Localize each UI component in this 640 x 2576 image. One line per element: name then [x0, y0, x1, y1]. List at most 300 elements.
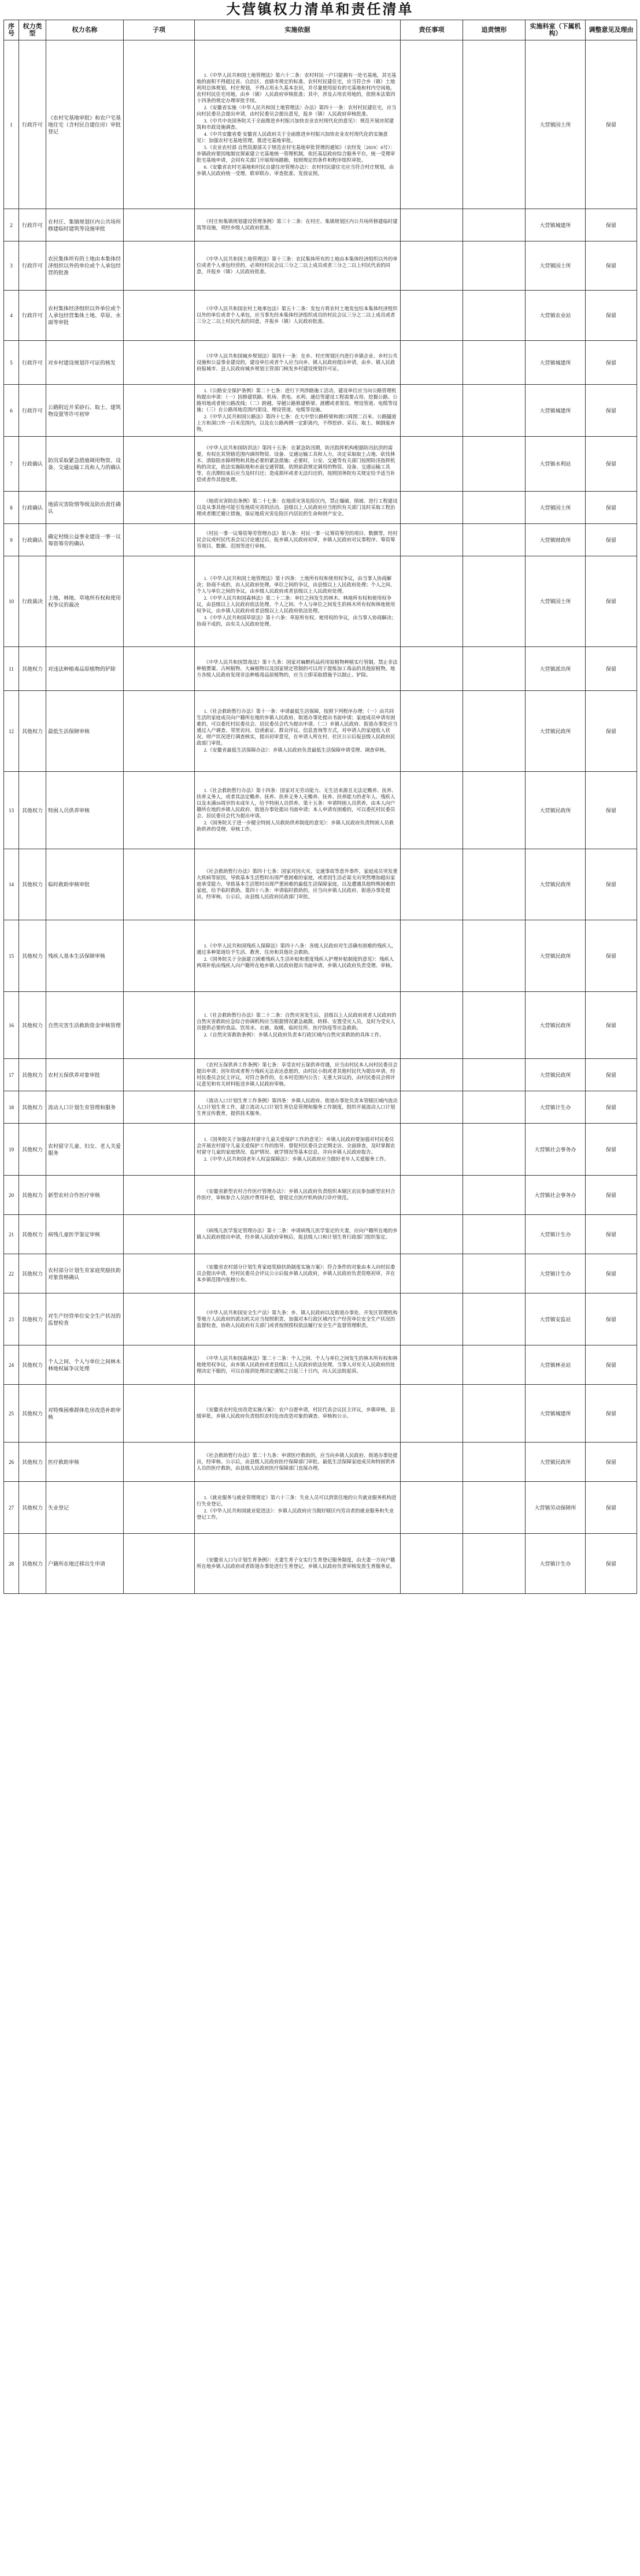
basis-paragraph: 2.《安徽省实施〈中华人民共和国土地管理法〉办法》第四十一条：农村村民建住宅，应当向村民委员会提出申请，由村民委员会提出意见，报乡（镇）人民政府审核批准。	[197, 105, 397, 117]
power-type-cell: 其他权力	[19, 1176, 46, 1215]
header-name: 权力名称	[46, 20, 124, 40]
power-type-cell: 其他权力	[19, 1059, 46, 1091]
row-number: 2	[4, 209, 19, 241]
basis-paragraph: 2.《中华人民共和国公路法》第四十七条：在大中型公路桥梁和渡口周围二百米、公路隧道上方和洞口外一百米范围内，以及在公路两侧一定距离内，不得挖砂、采石、取土、倾倒废弃物。	[197, 414, 397, 432]
basis-paragraph: 1.《中华人民共和国土地管理法》第十四条：土地所有权和使用权争议，由当事人协商解决；协商不成的，由人民政府处理。单位之间的争议，由县级以上人民政府处理；个人之间、个人与单位之间的争议，由乡级人民政府或者县级以上人民政府处理。	[197, 575, 395, 594]
row-number: 19	[4, 1124, 19, 1176]
department-cell: 大营镇财政所	[526, 524, 586, 556]
basis-cell	[195, 1443, 401, 1482]
accountability-cell	[463, 291, 526, 341]
adjustment-cell: 保留	[586, 1124, 637, 1176]
table-row	[4, 437, 637, 492]
sub-item-cell	[124, 1176, 195, 1215]
sub-item-cell	[124, 241, 195, 291]
power-name-cell: 农村留守儿童、妇女、老人关爱服务	[46, 1124, 124, 1176]
table-row	[4, 772, 637, 849]
power-name-cell: 农村部分计划生育家庭奖励扶助对象资格确认	[46, 1254, 124, 1293]
table-row	[4, 492, 637, 524]
row-number: 12	[4, 691, 19, 772]
responsibility-cell	[401, 1059, 463, 1091]
header-adj: 调整意见及理由	[586, 20, 637, 40]
accountability-cell	[463, 40, 526, 209]
accountability-cell	[463, 1385, 526, 1443]
adjustment-cell: 保留	[586, 1176, 637, 1215]
basis-cell	[195, 1215, 401, 1254]
row-number: 8	[4, 492, 19, 524]
accountability-cell	[463, 920, 526, 992]
adjustment-cell: 保留	[586, 1215, 637, 1254]
power-name-cell: 对乡村建设规划许可证的核发	[46, 341, 124, 385]
basis-cell	[195, 209, 401, 241]
department-cell: 大营镇民政所	[526, 1059, 586, 1091]
sub-item-cell	[124, 1215, 195, 1254]
power-name-cell: 地质灾害险情等级及防治责任确认	[46, 492, 124, 524]
power-name-cell: 农村集体经济组织以外单位或个人承包经营集体土地、草原、水面等审批	[46, 291, 124, 341]
sub-item-cell	[124, 1385, 195, 1443]
header-type: 权力类型	[19, 20, 46, 40]
adjustment-cell: 保留	[586, 1385, 637, 1443]
department-cell: 大营镇民政所	[526, 849, 586, 920]
basis-cell	[195, 1176, 401, 1215]
responsibility-cell	[401, 1443, 463, 1482]
accountability-cell	[463, 1176, 526, 1215]
basis-paragraph: 《安徽省农村危房改造实施方案》：农户自愿申请，村民代表会议民主评议，乡镇审核，县级审批。乡镇人民政府负责组织农村危房改造对象的调查、审核和公示。	[197, 1407, 395, 1419]
table-row	[4, 1254, 637, 1293]
department-cell: 大营镇城建所	[526, 385, 586, 437]
basis-paragraph: 《地质灾害防治条例》第二十七条：在地质灾害危险区内，禁止爆破、削坡、进行工程建设以及从事其他可能引发地质灾害的活动。县级以上人民政府应当组织有关部门及时采取工程治理或者搬迁避让措施，保证地质灾害危险区内居民的生命和财产安全。	[197, 498, 398, 516]
accountability-cell	[463, 437, 526, 492]
adjustment-cell: 保留	[586, 524, 637, 556]
power-type-cell: 其他权力	[19, 1345, 46, 1385]
power-name-cell: 对违法种植毒品原植物的铲除	[46, 647, 124, 691]
basis-cell	[195, 849, 401, 920]
responsibility-cell	[401, 1534, 463, 1594]
basis-paragraph: 《中华人民共和国防洪法》第四十五条：在紧急防汛期，防汛指挥机构根据防汛抗洪的需要，有权在其管辖范围内调用物资、设备、交通运输工具和人力，决定采取取土占地、砍伐林木、清除阻水障碍物和其他必要的紧急措施；必要时，公安、交通等有关部门按照防汛指挥机构的决定，依法实施陆地和水面交通管制。依照前款规定调用的物资、设备、交通运输工具等，在汛期结束后应当及时归还；造成损坏或者无法归还的，按照国务院有关规定给予适当补偿或者作其他处理。	[197, 445, 395, 482]
basis-paragraph: 《中华人民共和国禁毒法》第十九条：国家对麻醉药品药用原植物种植实行管制。禁止非法种植罂粟、古柯植物、大麻植物以及国家规定管制的可以用于提炼加工毒品的其他原植物。地方各级人民政府发现非法种植毒品原植物的，应当立即采取措施予以制止、铲除。	[197, 659, 398, 678]
responsibility-cell	[401, 772, 463, 849]
accountability-cell	[463, 1534, 526, 1594]
power-type-cell: 其他权力	[19, 1385, 46, 1443]
row-number: 23	[4, 1293, 19, 1345]
accountability-cell	[463, 1091, 526, 1124]
basis-cell	[195, 1254, 401, 1293]
power-type-cell: 行政许可	[19, 385, 46, 437]
power-type-cell: 其他权力	[19, 920, 46, 992]
power-name-cell: 公路附近开采砂石、取土、建筑物设置等许可初审	[46, 385, 124, 437]
basis-paragraph: 《中华人民共和国农村土地承包法》第五十二条：发包方将农村土地发包给本集体经济组织以外的单位或者个人承包，应当事先经本集体经济组织成员的村民会议三分之二以上成员或者三分之二以上村民代表的同意，并报乡（镇）人民政府批准。	[197, 306, 398, 324]
power-list-table	[3, 20, 637, 1594]
department-cell: 大营镇水利站	[526, 437, 586, 492]
adjustment-cell: 保留	[586, 647, 637, 691]
basis-cell	[195, 1345, 401, 1385]
department-cell: 大营镇民政所	[526, 992, 586, 1059]
table-row	[4, 1345, 637, 1385]
sub-item-cell	[124, 1534, 195, 1594]
table-row	[4, 1443, 637, 1482]
sub-item-cell	[124, 437, 195, 492]
sub-item-cell	[124, 920, 195, 992]
table-row	[4, 1482, 637, 1534]
table-row	[4, 1176, 637, 1215]
power-type-cell: 其他权力	[19, 1534, 46, 1594]
row-number: 24	[4, 1345, 19, 1385]
sub-item-cell	[124, 1091, 195, 1124]
table-row	[4, 1385, 637, 1443]
table-row	[4, 1215, 637, 1254]
basis-paragraph: 2.《自然灾害救助条例》：乡镇人民政府负责本行政区域内自然灾害救助的具体工作。	[204, 1032, 384, 1038]
responsibility-cell	[401, 1176, 463, 1215]
accountability-cell	[463, 1254, 526, 1293]
responsibility-cell	[401, 492, 463, 524]
power-name-cell: 确定村级公益事业建设一事一议筹资筹劳的确认	[46, 524, 124, 556]
power-type-cell: 行政许可	[19, 209, 46, 241]
accountability-cell	[463, 772, 526, 849]
header-resp: 责任事项	[401, 20, 463, 40]
department-cell: 大营镇城建所	[526, 1385, 586, 1443]
table-row	[4, 1534, 637, 1594]
accountability-cell	[463, 691, 526, 772]
basis-cell	[195, 1482, 401, 1534]
sub-item-cell	[124, 1124, 195, 1176]
basis-cell	[195, 1059, 401, 1091]
power-type-cell: 其他权力	[19, 1215, 46, 1254]
basis-paragraph: 2.《国务院关于全面建立困难残疾人生活补贴和重度残疾人护理补贴制度的意见》：残疾人两项补贴由残疾人向户籍所在地乡镇人民政府提出书面申请，乡镇人民政府负责受理、审核。	[197, 956, 395, 968]
responsibility-cell	[401, 1091, 463, 1124]
sub-item-cell	[124, 556, 195, 647]
responsibility-cell	[401, 385, 463, 437]
row-number: 1	[4, 40, 19, 209]
power-name-cell: 土地、林地、草地所有权和使用权争议的裁决	[46, 556, 124, 647]
responsibility-cell	[401, 1254, 463, 1293]
accountability-cell	[463, 556, 526, 647]
row-number: 26	[4, 1443, 19, 1482]
sub-item-cell	[124, 849, 195, 920]
power-type-cell: 行政许可	[19, 291, 46, 341]
adjustment-cell: 保留	[586, 1254, 637, 1293]
basis-cell	[195, 241, 401, 291]
row-number: 25	[4, 1385, 19, 1443]
accountability-cell	[463, 849, 526, 920]
basis-cell	[195, 1534, 401, 1594]
basis-cell	[195, 647, 401, 691]
basis-cell	[195, 772, 401, 849]
basis-paragraph: 《村民一事一议筹资筹劳管理办法》第八条：村民一事一议筹资筹劳的项目、数额等，经村民会议或村民代表会议讨论通过后，报乡镇人民政府初审，乡镇人民政府对议事程序、筹资筹劳项目、数额、范围等进行审核。	[197, 530, 398, 549]
responsibility-cell	[401, 1124, 463, 1176]
basis-paragraph: 1.《社会救助暂行办法》第十一条：申请最低生活保障，按照下列程序办理：（一）由共同生活的家庭成员向户籍所在地的乡镇人民政府、街道办事处提出书面申请；家庭成员申请有困难的，可以委托村民委员会、居民委员会代为提出申请。（二）乡镇人民政府、街道办事处应当通过入户调查、邻里访问、信函索证、群众评议、信息查询等方式，对申请人的家庭收入状况、财产状况进行调查核实，提出初审意见，在申请人所在村、社区公示后报县级人民政府民政部门审批。	[197, 709, 398, 746]
row-number: 20	[4, 1176, 19, 1215]
row-number: 17	[4, 1059, 19, 1091]
accountability-cell	[463, 1215, 526, 1254]
power-type-cell: 其他权力	[19, 772, 46, 849]
basis-cell	[195, 1091, 401, 1124]
basis-cell	[195, 992, 401, 1059]
responsibility-cell	[401, 647, 463, 691]
basis-cell	[195, 40, 401, 209]
sub-item-cell	[124, 647, 195, 691]
power-type-cell: 行政许可	[19, 341, 46, 385]
power-name-cell: 临时救助审核审批	[46, 849, 124, 920]
basis-cell	[195, 385, 401, 437]
responsibility-cell	[401, 1293, 463, 1345]
adjustment-cell: 保留	[586, 992, 637, 1059]
power-type-cell: 其他权力	[19, 1293, 46, 1345]
sub-item-cell	[124, 691, 195, 772]
table-body	[4, 40, 637, 1594]
basis-paragraph: 《安徽省人口与计划生育条例》：夫妻生育子女实行生育登记服务制度，由夫妻一方向户籍所在地乡镇人民政府或者街道办事处进行生育登记，乡镇人民政府负责审核发放生育服务证。	[197, 1558, 395, 1569]
row-number: 9	[4, 524, 19, 556]
accountability-cell	[463, 492, 526, 524]
basis-paragraph: 《安徽省农村部分计划生育家庭奖励扶助制度实施方案》：符合条件的对象由本人向村民委员会提出申请，经村民委员会评议公示后报乡镇人民政府，乡镇人民政府负责资格初审，并在本乡镇范围内张榜公布。	[197, 1264, 395, 1283]
basis-cell	[195, 556, 401, 647]
header-no: 序号	[4, 20, 19, 40]
table-row	[4, 556, 637, 647]
department-cell: 大营镇民政所	[526, 691, 586, 772]
basis-cell	[195, 691, 401, 772]
table-row	[4, 385, 637, 437]
responsibility-cell	[401, 437, 463, 492]
power-name-cell: 特困人员供养审核	[46, 772, 124, 849]
adjustment-cell: 保留	[586, 1534, 637, 1594]
table-row	[4, 1059, 637, 1091]
sub-item-cell	[124, 341, 195, 385]
accountability-cell	[463, 647, 526, 691]
table-row	[4, 691, 637, 772]
table-row	[4, 209, 637, 241]
department-cell: 大营镇派出所	[526, 647, 586, 691]
power-name-cell: 残疾人基本生活保障审核	[46, 920, 124, 992]
power-name-cell: 对生产经营单位安全生产状况的监督检查	[46, 1293, 124, 1345]
basis-cell	[195, 1385, 401, 1443]
basis-cell	[195, 437, 401, 492]
department-cell: 大营镇社会事务办	[526, 1124, 586, 1176]
basis-cell	[195, 524, 401, 556]
basis-paragraph: 1.《社会救助暂行办法》第十四条：国家对无劳动能力、无生活来源且无法定赡养、抚养、扶养义务人，或者其法定赡养、抚养、扶养义务人无赡养、抚养、扶养能力的老年人、残疾人以及未满16周岁的未成年人，给予特困人员供养。第十五条：申请特困人员供养，由本人向户籍所在地的乡镇人民政府、街道办事处提出书面申请；本人申请有困难的，可以委托村民委员会、居民委员会代为提出申请。	[197, 788, 397, 819]
adjustment-cell: 保留	[586, 437, 637, 492]
power-type-cell: 其他权力	[19, 1254, 46, 1293]
responsibility-cell	[401, 992, 463, 1059]
power-type-cell: 行政确认	[19, 437, 46, 492]
row-number: 14	[4, 849, 19, 920]
basis-paragraph: 《安徽省新型农村合作医疗管理办法》：乡镇人民政府负责组织本辖区农民参加新型农村合作医疗，审核参合人员医疗费用补偿，督促定点医疗机构执行诊疗规范。	[197, 1189, 395, 1200]
basis-cell	[195, 920, 401, 992]
row-number: 27	[4, 1482, 19, 1534]
table-row	[4, 341, 637, 385]
row-number: 15	[4, 920, 19, 992]
power-name-cell: 户籍所在地迁移出生申请	[46, 1534, 124, 1594]
power-type-cell: 其他权力	[19, 647, 46, 691]
adjustment-cell: 保留	[586, 1091, 637, 1124]
department-cell: 大营镇计生办	[526, 1534, 586, 1594]
row-number: 22	[4, 1254, 19, 1293]
power-name-cell: 个人之间、个人与单位之间林木林地权属争议处理	[46, 1345, 124, 1385]
row-number: 6	[4, 385, 19, 437]
basis-paragraph: 2.《中华人民共和国就业促进法》：乡镇人民政府应当做好辖区内劳动者的就业服务和失业登记工作。	[197, 1508, 394, 1520]
power-type-cell: 其他权力	[19, 992, 46, 1059]
department-cell: 大营镇民政所	[526, 920, 586, 992]
power-name-cell: 医疗救助审核	[46, 1443, 124, 1482]
basis-cell	[195, 341, 401, 385]
department-cell: 大营镇劳动保障所	[526, 1482, 586, 1534]
department-cell: 大营镇城建所	[526, 209, 586, 241]
basis-paragraph: 《农村五保供养工作条例》第七条：享受农村五保供养待遇，应当由村民本人向村民委员会提出申请；因年幼或者智力残疾无法表达意愿的，由村民小组或者其他村民代为提出申请。经村民委员会民主评议，对符合条件的，在本村范围内公告；无重大异议的，由村民委员会将评议意见和有关材料报送乡镇人民政府审核。	[197, 1062, 398, 1087]
basis-paragraph: 《中华人民共和国安全生产法》第九条：乡、镇人民政府以及街道办事处、开发区管理机构等地方人民政府的派出机关应当按照职责，加强对本行政区域内生产经营单位安全生产状况的监督检查，协助人民政府有关部门或者按照授权依法履行安全生产监督管理职责。	[197, 1310, 398, 1328]
adjustment-cell: 保留	[586, 772, 637, 849]
responsibility-cell	[401, 556, 463, 647]
adjustment-cell: 保留	[586, 492, 637, 524]
basis-paragraph: 1.《国务院关于加强农村留守儿童关爱保护工作的意见》：乡镇人民政府要加强对村民委员会开展农村留守儿童关爱保护工作的指导，督促村民委员会定期走访、全面排查，及时掌握农村留守儿童的家庭情况、监护情况、就学情况等基本信息，并向乡镇人民政府报告。	[197, 1136, 395, 1155]
sub-item-cell	[124, 1482, 195, 1534]
sub-item-cell	[124, 492, 195, 524]
power-type-cell: 行政许可	[19, 241, 46, 291]
power-name-cell: 新型农村合作医疗审核	[46, 1176, 124, 1215]
adjustment-cell: 保留	[586, 1059, 637, 1091]
table-row	[4, 524, 637, 556]
accountability-cell	[463, 241, 526, 291]
adjustment-cell: 保留	[586, 1443, 637, 1482]
table-row	[4, 647, 637, 691]
power-name-cell: 流动人口计划生育管理和服务	[46, 1091, 124, 1124]
department-cell: 大营镇林业站	[526, 1345, 586, 1385]
responsibility-cell	[401, 241, 463, 291]
responsibility-cell	[401, 920, 463, 992]
sub-item-cell	[124, 992, 195, 1059]
accountability-cell	[463, 341, 526, 385]
adjustment-cell: 保留	[586, 920, 637, 992]
sub-item-cell	[124, 1254, 195, 1293]
power-name-cell: 农村五保供养对象审批	[46, 1059, 124, 1091]
department-cell: 大营镇国土所	[526, 40, 586, 209]
department-cell: 大营镇农业站	[526, 291, 586, 341]
adjustment-cell: 保留	[586, 209, 637, 241]
basis-paragraph: 6.《安徽省农村宅基地和村民自建住房管理办法》：农村村民建住宅应当符合村庄规划，由乡镇人民政府统一受理、联审联办、审查批准、发放证照。	[197, 164, 394, 176]
accountability-cell	[463, 1443, 526, 1482]
department-cell: 大营镇城建所	[526, 341, 586, 385]
table-row	[4, 920, 637, 992]
row-number: 13	[4, 772, 19, 849]
basis-paragraph: 《社会救助暂行办法》第四十七条：国家对因火灾、交通事故等意外事件，家庭成员突发重大疾病等原因，导致基本生活暂时出现严重困难的家庭，或者因生活必需支出突然增加超出家庭承受能力，导致基本生活暂时出现严重困难的最低生活保障家庭，以及遭遇其他特殊困难的家庭，给予临时救助。第四十八条：申请临时救助的，应当向乡镇人民政府、街道办事处提出，经审核、公示后，由县级人民政府民政部门审批。	[197, 869, 398, 899]
power-type-cell: 其他权力	[19, 691, 46, 772]
sub-item-cell	[124, 291, 195, 341]
power-type-cell: 行政裁决	[19, 556, 46, 647]
basis-paragraph: 《病残儿医学鉴定管理办法》第十二条：申请病残儿医学鉴定的夫妻，应向户籍所在地的乡镇人民政府提出申请，经乡镇人民政府审核后，报县级人口和计划生育行政部门组织鉴定。	[197, 1228, 398, 1240]
header-acct: 追责情形	[463, 20, 526, 40]
power-name-cell: 最低生活保障审核	[46, 691, 124, 772]
basis-paragraph: 1.《中华人民共和国残疾人保障法》第四十八条：各级人民政府对生活确有困难的残疾人，通过多种渠道给予生活、教育、住房和其他社会救助。	[197, 943, 397, 955]
department-cell: 大营镇国土所	[526, 492, 586, 524]
table-row	[4, 1293, 637, 1345]
adjustment-cell: 保留	[586, 40, 637, 209]
basis-paragraph: 2.《中华人民共和国森林法》第二十二条：单位之间发生的林木、林地所有权和使用权争议，由县级以上人民政府依法处理。个人之间、个人与单位之间发生的林木所有权和林地使用权争议，由乡镇人民政府或者县级以上人民政府依法处理。	[197, 595, 395, 614]
power-name-cell: 对特殊困难群体危房改造补助审核	[46, 1385, 124, 1443]
power-name-cell: 《农村宅基地审批》和农户宅基地住宅（含村民自建住房）审批登记	[46, 40, 124, 209]
responsibility-cell	[401, 1385, 463, 1443]
responsibility-cell	[401, 291, 463, 341]
power-type-cell: 其他权力	[19, 1482, 46, 1534]
table-row	[4, 291, 637, 341]
basis-paragraph: 1.《公路安全保护条例》第二十七条：进行下列涉路施工活动，建设单位应当向公路管理机构提出申请：（一）因修建铁路、机场、供电、水利、通信等建设工程需要占用、挖掘公路、公路用地或者使公路改线；（二）跨越、穿越公路修建桥梁、渡槽或者架设、埋设管道、电缆等设施；（三）在公路用地范围内架设、埋设管道、电缆等设施。	[197, 388, 398, 412]
power-type-cell: 其他权力	[19, 1443, 46, 1482]
sub-item-cell	[124, 40, 195, 209]
responsibility-cell	[401, 524, 463, 556]
basis-paragraph: 2.《中华人民共和国老年人权益保障法》：乡镇人民政府应当做好老年人关爱服务工作。	[204, 1156, 389, 1162]
basis-cell	[195, 1124, 401, 1176]
table-row	[4, 40, 637, 209]
accountability-cell	[463, 1482, 526, 1534]
row-number: 16	[4, 992, 19, 1059]
power-name-cell: 在村庄、集镇规划区内公共场所修建临时建筑等设施审批	[46, 209, 124, 241]
power-name-cell: 自然灾害生活救助资金审核管理	[46, 992, 124, 1059]
power-name-cell: 病残儿童医学鉴定审核	[46, 1215, 124, 1254]
table-row	[4, 1091, 637, 1124]
basis-paragraph: 1.《中华人民共和国土地管理法》第六十二条：农村村民一户只能拥有一处宅基地，其宅基地的面积不得超过省、自治区、直辖市规定的标准。农村村民建住宅，应当符合乡（镇）土地利用总体规划、村庄规划，不得占用永久基本农田，并尽量使用原有的宅基地和村内空闲地。农村村民住宅用地，由乡（镇）人民政府审核批准；其中，涉及占用农用地的，依照本法第四十四条的规定办理审批手续。	[197, 72, 397, 103]
responsibility-cell	[401, 1345, 463, 1385]
row-number: 4	[4, 291, 19, 341]
responsibility-cell	[401, 341, 463, 385]
table-row	[4, 849, 637, 920]
row-number: 7	[4, 437, 19, 492]
adjustment-cell: 保留	[586, 241, 637, 291]
basis-cell	[195, 1293, 401, 1345]
header-dept: 实施科室（下属机构）	[526, 20, 586, 40]
table-row	[4, 1124, 637, 1176]
responsibility-cell	[401, 1215, 463, 1254]
responsibility-cell	[401, 40, 463, 209]
basis-paragraph: 《社会救助暂行办法》第二十九条：申请医疗救助的，应当向乡镇人民政府、街道办事处提出，经审核、公示后，由县级人民政府医疗保障部门审批。最低生活保障家庭成员和特困供养人员的医疗救助，由县级人民政府医疗保障部门直接办理。	[197, 1452, 398, 1471]
accountability-cell	[463, 1059, 526, 1091]
adjustment-cell: 保留	[586, 556, 637, 647]
accountability-cell	[463, 524, 526, 556]
power-name-cell: 防汛采取紧急措施调用物资、设备、交通运输工具和人力的确认	[46, 437, 124, 492]
basis-paragraph: 1.《就业服务与就业管理规定》第六十三条：失业人员可以到常住地的公共就业服务机构进行失业登记。	[197, 1495, 397, 1507]
document-page	[3, 0, 637, 1594]
power-name-cell: 失业登记	[46, 1482, 124, 1534]
basis-paragraph: 《村庄和集镇规划建设管理条例》第三十二条：在村庄、集镇规划区内公共场所修建临时建筑等设施，须经乡级人民政府批准。	[197, 219, 398, 231]
power-type-cell: 行政确认	[19, 524, 46, 556]
table-header-row	[4, 20, 637, 40]
department-cell: 大营镇计生办	[526, 1215, 586, 1254]
table-row	[4, 992, 637, 1059]
sub-item-cell	[124, 524, 195, 556]
department-cell: 大营镇民政所	[526, 772, 586, 849]
row-number: 3	[4, 241, 19, 291]
responsibility-cell	[401, 849, 463, 920]
responsibility-cell	[401, 209, 463, 241]
header-basis: 实施依据	[195, 20, 401, 40]
row-number: 10	[4, 556, 19, 647]
department-cell: 大营镇国土所	[526, 556, 586, 647]
adjustment-cell: 保留	[586, 691, 637, 772]
basis-paragraph: 《中华人民共和国森林法》第二十二条：个人之间、个人与单位之间发生的林木所有权和林地使用权争议，由乡镇人民政府或者县级以上人民政府依法处理。当事人对有关人民政府的处理决定不服的，可以自接到处理决定通知之日起三十日内，向人民法院起诉。	[197, 1355, 398, 1374]
sub-item-cell	[124, 385, 195, 437]
adjustment-cell: 保留	[586, 849, 637, 920]
basis-paragraph: 2.《安徽省最低生活保障办法》：乡镇人民政府负责最低生活保障申请受理、调查审核。	[204, 748, 389, 753]
power-type-cell: 行政许可	[19, 40, 46, 209]
document-title: 大营镇权力清单和责任清单	[226, 2, 414, 17]
sub-item-cell	[124, 1293, 195, 1345]
power-type-cell: 其他权力	[19, 849, 46, 920]
responsibility-cell	[401, 1482, 463, 1534]
row-number: 28	[4, 1534, 19, 1594]
basis-paragraph: 1.《社会救助暂行办法》第二十二条：自然灾害发生后，县级以上人民政府或者人民政府的自然灾害救助应急综合协调机构应当根据情况紧急疏散、转移、安置受灾人员，及时为受灾人员提供必要的食品、饮用水、衣被、取暖、临时住所、医疗防疫等应急救助。	[197, 1012, 397, 1031]
accountability-cell	[463, 1345, 526, 1385]
basis-paragraph: 5.《农业农村部 自然资源部关于规范农村宅基地审批管理的通知》（农经发〔2019〕6号）：乡镇政府要因地制宜探索建立宅基地统一管理机制，依托基层政府综合服务平台，统一受理审批宅基地申请，会同有关部门开展现场踏勘，按照规定的条件和程序组织审批。	[197, 144, 395, 163]
department-cell: 大营镇计生办	[526, 1254, 586, 1293]
basis-paragraph: 《中华人民共和国土地管理法》第十三条：农民集体所有的土地由本集体经济组织以外的单位或者个人承包经营的，必须经村民会议三分之二以上成员或者三分之二以上村民代表的同意，并报乡（镇）人民政府批准。	[197, 257, 398, 274]
adjustment-cell: 保留	[586, 1293, 637, 1345]
row-number: 21	[4, 1215, 19, 1254]
adjustment-cell: 保留	[586, 341, 637, 385]
row-number: 5	[4, 341, 19, 385]
